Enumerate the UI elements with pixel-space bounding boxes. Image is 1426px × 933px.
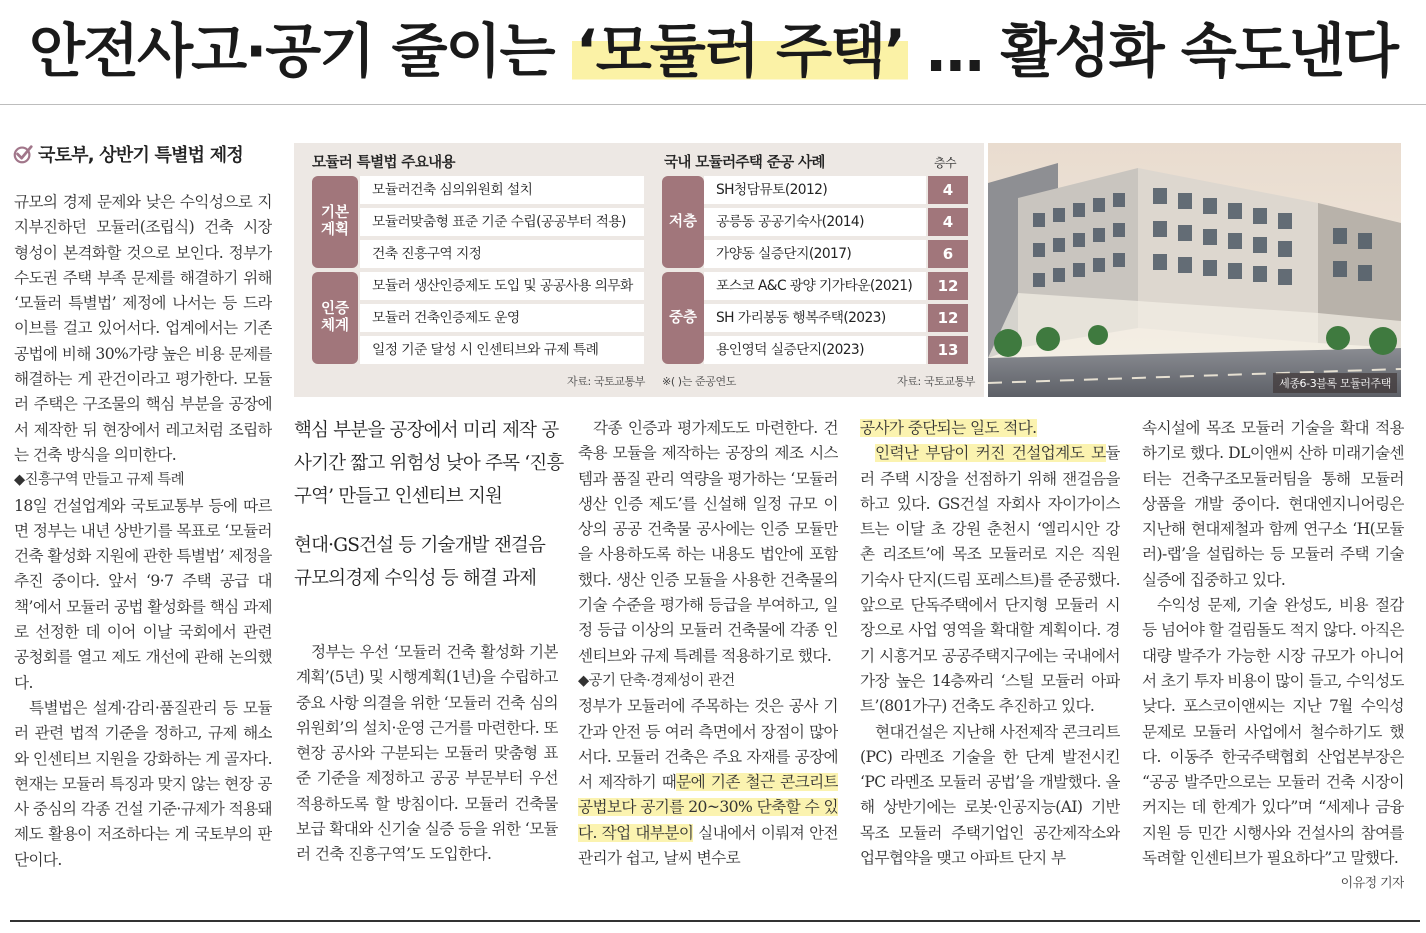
headline-highlight: ‘모듈러 주택’ (572, 17, 908, 85)
col5-paragraph-1: 속시설에 목조 모듈러 기술을 확대 적용하기로 했다. DL이앤씨 산하 미래기술센터는 건축구조모듈러팀을 통해 모듈러 상품을 개발 중이다. 현대엔지니어링은 지난해 현대제철과 함께 연구소 ‘H(모듈러)-랩’을 설립하는 등 모듈러 주택 기술 실증에 집중하고 있다. (1142, 419, 1404, 589)
case-floors: 12 (928, 272, 968, 300)
col2-paragraph-1: 정부는 우선 ‘모듈러 건축 활성화 기본계획’(5년) 및 시행계획(1년)을 수립하고 중요 사항 의결을 위한 ‘모듈러 건축 심의위원회’의 설치·운영 근거를 마련한다. 또 현장 공사와 구분되는 모듈러 맞춤형 표준 기준을 제정하고 공공 부문부터 우선 적용하도록 할 방침이다. 모듈러 건축물 보급 확대와 신기술 실증 등을 위한 ‘모듈러 건축 진흥구역’도 도입한다. (296, 643, 558, 864)
col5-text: 수익성 문제, 기술 완성도, 비용 절감 등 넘어야 할 걸림돌도 적지 않다. 아직은 대량 발주가 가능한 시장 규모가 아니어서 초기 투자 비용이 많이 들고, 수익성도 낮다. 포스코이앤씨는 지난 7월 수익성 문제로 모듈러 사업에서 철수하기도 했다. 이동주 한국주택협회 산업본부장은 “공공 발주만으로는 모듈러 건축 시장이 커지는 데 한계가 있다”며 “세제나 금융 지원 등 민간 시행사와 건설사의 참여를 독려할 인센티브가 필요하다”고 말했다. (1142, 596, 1404, 868)
article-column-5 (1142, 416, 1404, 906)
case-floors: 6 (928, 240, 968, 268)
col4-text: 듈러 주택 시장을 선점하기 위해 잰걸음을 하고 있다. GS건설 자회사 자이가이스트는 이달 초 강원 춘천시 ‘엘리시안 강촌 리조트’에 목조 모듈러로 지은 직원 기숙사 단지(드림 포레스트)를 준공했다. 앞으로 단독주택에서 단지형 모듈러 시장으로 사업 영역을 확대할 계획이다. 경기 시흥거모 공공주택지구에는 국내에서 가장 높은 14층짜리 ‘스틸 모듈러 아파트’(801가구) 건축도 추진하고 있다. (860, 444, 1120, 716)
case-floors: 12 (928, 304, 968, 332)
col3-text: 정부가 모듈러에 주목하는 것은 공사 기간과 안전 등 여러 측면에서 장점이 많아서다. 모듈러 건축은 주요 자재를 공장에서 제작하기 때 (578, 697, 838, 792)
col3-highlighted-text: 문에 기존 철근 콘크리트 공법보다 공기를 20~30% 단축할 수 있다. 작업 대부분이 (578, 773, 838, 842)
byline: 이유정 기자 (1340, 876, 1404, 892)
col1-subhead: ◆진흥구역 만들고 규제 특례 (14, 472, 185, 489)
article-column-3 (578, 416, 838, 906)
case-name: 포스코 A&C 광양 기가타운(2021) (704, 272, 926, 300)
col4-paragraph-1 (860, 416, 1120, 441)
col4-highlighted-text: 공사가 중단되는 일도 적다. (860, 419, 1037, 437)
bottom-rule (10, 920, 1420, 922)
photo-caption: 세종6-3블록 모듈러주택 (1273, 373, 1397, 393)
col4-paragraph-3: 현대건설은 지난해 사전제작 콘크리트(PC) 라멘조 기술을 한 단계 발전시킨 ‘PC 라멘조 모듈러 공법’을 개발했다. 올해 상반기에는 로봇·인공지능(AI) 기반 목조 모듈러 주택기업인 공간제작소와 업무협약을 맺고 아파트 단지 부 (860, 722, 1120, 868)
col3-subhead: ◆공기 단축·경제성이 관건 (578, 672, 735, 689)
article-column-1 (14, 190, 272, 905)
law-item: 모듈러건축 심의위원회 설치 (360, 176, 644, 204)
law-item: 모듈러 생산인증제도 도입 및 공공사용 의무화 (360, 272, 644, 300)
law-item: 건축 진흥구역 지정 (360, 240, 644, 268)
law-item: 일정 기준 달성 시 인센티브와 규제 특례 (360, 336, 644, 364)
building-photo (988, 143, 1401, 397)
group-label-basic-plan: 기본 계획 (312, 176, 358, 268)
col1-paragraph-1: 규모의 경제 문제와 낮은 수익성으로 지지부진하던 모듈러(조립식) 건축 시장 형성이 본격화할 것으로 보인다. 정부가 수도권 주택 부족 문제를 해결하기 위해 ‘모듈러 특별법’ 제정에 나서는 등 드라이브를 걸고 있어서다. 업계에서는 기존 공법에 비해 30%가량 높은 비용 문제를 해결하는 게 관건이라고 평가한다. 모듈러 주택은 구조물의 핵심 부분을 공장에서 제작한 뒤 현장에서 레고처럼 조립하는 건축 방식을 의미한다. (14, 193, 272, 464)
law-item: 모듈러맞춤형 표준 기준 수립(공공부터 적용) (360, 208, 644, 236)
case-name: 가양동 실증단지(2017) (704, 240, 926, 268)
building-illustration (988, 143, 1401, 397)
kicker (12, 141, 243, 167)
sub-headline-1: 핵심 부분을 공장에서 미리 제작 공사기간 짧고 위험성 낮아 주목 ‘진흥구역’ 만들고 인센티브 지원 (294, 420, 564, 507)
col3-paragraph-2 (578, 694, 838, 871)
col3-paragraph-1: 각종 인증과 평가제도도 마련한다. 건축용 모듈을 제작하는 공장의 제조 시스템과 품질 관리 역량을 평가하는 ‘모듈러 생산 인증 제도’를 신설해 일정 규모 이상의 공공 건축물 공사에는 인증 모듈만을 사용하도록 하는 내용도 법안에 포함했다. 생산 인증 모듈을 사용한 건축물의 기술 수준을 평가해 등급을 부여하고, 일정 등급 이상의 모듈러 건축물에 각종 인센티브와 규제 특례를 적용하기로 했다. (578, 419, 838, 665)
case-floors: 4 (928, 176, 968, 204)
right-note: ※( )는 준공연도 (662, 375, 736, 388)
article-column-4 (860, 416, 1120, 906)
group-label-mid-rise: 중층 (662, 272, 704, 364)
headline-part1: 안전사고·공기 줄이는 (29, 17, 572, 85)
infographic-right-title: 국내 모듈러주택 준공 사례 (664, 155, 825, 171)
right-source: 자료: 국토교통부 (897, 375, 975, 388)
infographic-left-title: 모듈러 특별법 주요내용 (312, 155, 455, 171)
sub-headlines (294, 414, 564, 595)
floors-header: 층수 (934, 156, 956, 170)
col3-text: 실내에서 이뤄져 안전관리가 쉽고, 날씨 변수로 (578, 823, 838, 868)
case-name: 공릉동 공공기숙사(2014) (704, 208, 926, 236)
group-label-certification: 인증 체계 (312, 272, 358, 364)
col5-paragraph-2 (1142, 593, 1404, 892)
headline-part2: … 활성화 속도낸다 (908, 17, 1397, 85)
sub-headline-2: 현대·GS건설 등 기술개발 잰걸음 규모의경제 수익성 등 해결 과제 (294, 535, 546, 589)
kicker-text: 국토부, 상반기 특별법 제정 (38, 145, 243, 166)
infographic (294, 143, 984, 397)
col4-highlighted-text: 인력난 부담이 커진 건설업계도 모 (875, 444, 1106, 463)
case-name: 용인영덕 실증단지(2023) (704, 336, 926, 364)
case-floors: 13 (928, 336, 968, 364)
case-name: SH 가리봉동 행복주택(2023) (704, 304, 926, 332)
article-column-2 (296, 640, 558, 910)
left-source: 자료: 국토교통부 (567, 375, 645, 388)
col1-paragraph-2: 18일 건설업계와 국토교통부 등에 따르면 정부는 내년 상반기를 목표로 ‘모듈러 건축 활성화 지원에 관한 특별법’ 제정을 추진 중이다. 앞서 ‘9·7 주택 공급 대책’에서 모듈러 공법 활성화를 핵심 과제로 선정한 데 이어 이날 국회에서 관련 공청회를 열고 제도 개선에 관해 논의했다. (14, 496, 272, 692)
group-label-low-rise: 저층 (662, 176, 704, 268)
case-name: SH청담뮤토(2012) (704, 176, 926, 204)
case-floors: 4 (928, 208, 968, 236)
headline (0, 8, 1426, 94)
top-rule (0, 104, 1426, 105)
check-icon (12, 143, 34, 165)
col4-paragraph-2 (860, 441, 1120, 719)
law-item: 모듈러 건축인증제도 운영 (360, 304, 644, 332)
col1-paragraph-3: 특별법은 설계·감리·품질관리 등 모듈러 관련 법적 기준을 정하고, 규제 해소와 인센티브 지원을 강화하는 게 골자다. 현재는 모듈러 특징과 맞지 않는 현장 공사 중심의 각종 건설 기준·규제가 적용돼 제도 활용이 저조하다는 게 국토부의 판단이다. (14, 698, 272, 869)
